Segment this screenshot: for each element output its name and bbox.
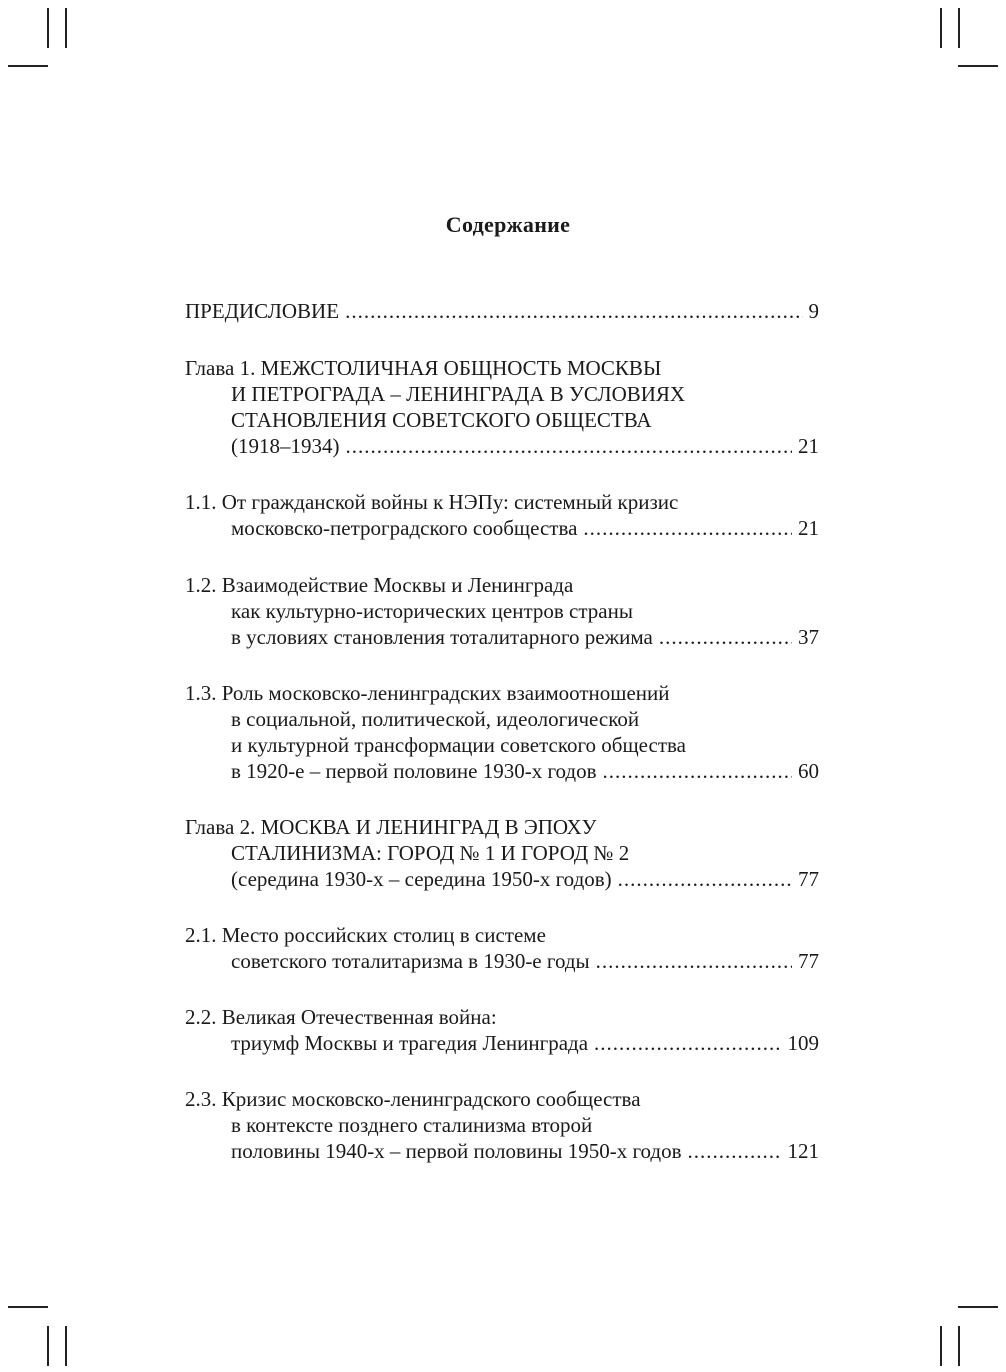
toc-entry-section-1-1[interactable] [185,489,819,541]
page-number: 77 [798,867,819,891]
toc-entry-section-2-1[interactable] [185,922,819,974]
toc-entry-text: (середина 1930-х – середина 1950-х годов) [231,867,612,891]
toc-entry-text: СТАЛИНИЗМА: ГОРОД № 1 И ГОРОД № 2 [231,841,630,865]
toc-entry-section-2-2[interactable] [185,1004,819,1056]
page-number: 9 [808,299,819,323]
toc-entry-section-1-3[interactable] [185,680,819,784]
leader-dots [688,1138,782,1164]
toc-entry-text: 2.3. Кризис московско-ленинградского сообщества [185,1087,641,1111]
leader-dots [346,433,793,459]
leader-dots [596,948,792,974]
toc-entry-section-2-3[interactable] [185,1086,819,1164]
toc-entry-text: И ПЕТРОГРАДА – ЛЕНИНГРАДА В УСЛОВИЯХ [231,382,686,406]
page-number: 121 [787,1139,819,1163]
toc-entry-text: в 1920-е – первой половине 1930-х годов [231,759,597,783]
leader-dots [583,515,792,541]
toc-entry-text: СТАНОВЛЕНИЯ СОВЕТСКОГО ОБЩЕСТВА [231,408,652,432]
toc-entry-text: половины 1940-х – первой половины 1950-х годов [231,1139,682,1163]
leader-dots [603,758,792,784]
toc-entry-text: 2.1. Место российских столиц в системе [185,923,546,947]
page-number: 21 [798,434,819,458]
leader-dots [618,866,792,892]
toc-entry-text: в социальной, политической, идеологической [231,707,640,731]
toc-entry-text: советского тоталитаризма в 1930-е годы [231,949,590,973]
toc-entry-text: и культурной трансформации советского общества [231,733,686,757]
page-title: Содержание [445,212,571,237]
crop-mark [65,8,67,48]
crop-mark [958,65,998,67]
crop-mark [958,1326,960,1366]
toc-entry-chapter-2[interactable] [185,814,819,892]
toc-entry-chapter-1[interactable] [185,355,819,459]
crop-mark [8,1306,48,1308]
toc-entry-text: (1918–1934) [231,434,340,458]
toc-entry-text: московско-петроградского сообщества [231,516,578,540]
crop-mark [47,1326,49,1366]
crop-mark [940,8,942,48]
toc-entry-text: Глава 1. МЕЖСТОЛИЧНАЯ ОБЩНОСТЬ МОСКВЫ [185,356,662,380]
page-number: 60 [798,759,819,783]
crop-mark [958,8,960,48]
page-number: 77 [798,949,819,973]
page-number: 37 [798,625,819,649]
toc-entry-section-1-2[interactable] [185,572,819,650]
toc-entry-text: 1.3. Роль московско-ленинградских взаимоотношений [185,681,670,705]
crop-mark [47,8,49,48]
leader-dots [594,1030,781,1056]
toc-entry-preface[interactable] [185,298,819,324]
page-number: 109 [787,1031,819,1055]
toc-entry-text: 1.2. Взаимодействие Москвы и Ленинграда [185,573,574,597]
crop-mark [958,1306,998,1308]
crop-mark [940,1326,942,1366]
toc-entry-text: в условиях становления тоталитарного режима [231,625,653,649]
toc-entry-text: в контексте позднего сталинизма второй [231,1113,593,1137]
crop-mark [8,65,48,67]
leader-dots [659,624,792,650]
leader-dots [345,298,802,324]
toc-entry-text: Глава 2. МОСКВА И ЛЕНИНГРАД В ЭПОХУ [185,815,597,839]
page-number: 21 [798,516,819,540]
toc-entry-text: 1.1. От гражданской войны к НЭПу: системный кризис [185,490,679,514]
toc-entry-text: ПРЕДИСЛОВИЕ [185,299,340,323]
toc-entry-text: триумф Москвы и трагедия Ленинграда [231,1031,589,1055]
toc-entry-text: 2.2. Великая Отечественная война: [185,1005,497,1029]
toc-entry-text: как культурно-исторических центров страны [231,599,633,623]
crop-mark [65,1326,67,1366]
